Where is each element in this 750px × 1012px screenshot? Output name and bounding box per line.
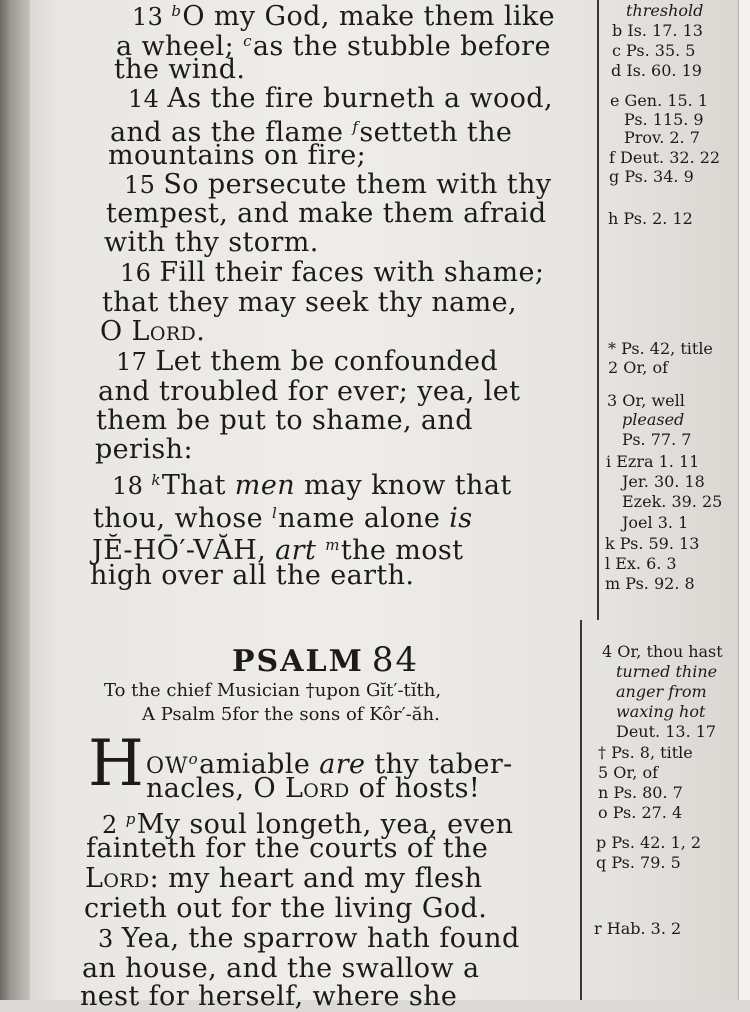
verse-line: tempest, and make them afraid	[106, 198, 547, 229]
verse-line: 18 $^k$That men may know that	[112, 470, 512, 501]
verse-line: O Lord.	[100, 316, 206, 347]
margin-ref: h Ps. 2. 12	[608, 209, 693, 228]
verse-line: nest for herself, where she	[80, 981, 458, 1012]
margin-ref: g Ps. 34. 9	[609, 167, 694, 186]
margin-ref: e Gen. 15. 1	[610, 91, 708, 110]
verse-line: 16 Fill their faces with shame;	[120, 257, 545, 288]
margin-ref: q Ps. 79. 5	[596, 853, 681, 872]
margin-ref: o Ps. 27. 4	[598, 803, 683, 822]
verse-line: and troubled for ever; yea, let	[98, 376, 521, 407]
verse-line: with thy storm.	[104, 227, 319, 258]
verse-line: them be put to shame, and	[96, 405, 473, 436]
verse-line: that they may seek thy name,	[102, 287, 518, 318]
margin-ref: 2 Or, of	[608, 358, 668, 377]
verse-line: an house, and the swallow a	[82, 953, 480, 984]
margin-ref: f Deut. 32. 22	[609, 148, 721, 167]
margin-ref: k Ps. 59. 13	[605, 534, 700, 553]
drop-cap: H	[88, 727, 144, 801]
margin-ref: 3 Or, well	[607, 391, 685, 410]
margin-ref: n Ps. 80. 7	[598, 783, 683, 802]
verse-line: perish:	[95, 434, 193, 465]
margin-ref: Joel 3. 1	[622, 513, 689, 532]
margin-ref: i Ezra 1. 11	[606, 452, 700, 471]
verse-line: 15 So persecute them with thy	[124, 169, 552, 200]
verse-line: a wheel; $^c$as the stubble before	[116, 31, 551, 62]
verse-line: 3 Yea, the sparrow hath found	[98, 923, 520, 954]
margin-ref: turned thine	[616, 662, 718, 681]
margin-ref: Ezek. 39. 25	[622, 492, 723, 511]
verse-line: thou, whose $^l$name alone is	[93, 503, 473, 534]
verse-line: 2 $^p$My soul longeth, yea, even	[102, 809, 514, 840]
margin-ref: † Ps. 8, title	[598, 743, 693, 762]
column-divider-bottom	[580, 620, 582, 1000]
verse-line: crieth out for the living God.	[84, 893, 488, 924]
verse-line: the wind.	[114, 54, 246, 85]
margin-ref: m Ps. 92. 8	[605, 574, 695, 593]
verse-line: 17 Let them be confounded	[116, 346, 499, 377]
margin-ref: l Ex. 6. 3	[605, 554, 677, 573]
verse-line: and as the flame $^f$setteth the	[110, 117, 513, 148]
margin-ref: b Is. 17. 13	[612, 21, 703, 40]
margin-ref: p Ps. 42. 1, 2	[596, 833, 702, 852]
margin-ref: Ps. 77. 7	[622, 430, 692, 449]
margin-ref: Jer. 30. 18	[622, 472, 705, 491]
margin-ref: Prov. 2. 7	[624, 128, 700, 147]
verse-line: fainteth for the courts of the	[86, 833, 489, 864]
verse-line: $OW^oamiable$ are thy taber-	[146, 749, 513, 780]
margin-ref: threshold	[626, 1, 704, 20]
psalm-title: PSALM 84	[232, 640, 420, 680]
margin-ref: d Is. 60. 19	[611, 61, 702, 80]
margin-ref: 4 Or, thou hast	[602, 642, 723, 661]
psalm-superscription: A Psalm 5for the sons of Kôr′-ăh.	[142, 704, 440, 725]
verse-line: JĔ-HŌ′-VĂH, art $^m$the most	[92, 535, 464, 566]
margin-ref: pleased	[622, 410, 685, 429]
column-divider-top	[597, 0, 599, 620]
margin-ref: Ps. 115. 9	[624, 110, 704, 129]
page-binding	[0, 0, 30, 1000]
verse-line: 13 $^b$O my God, make them like	[132, 1, 556, 32]
verse-line: nacles, O Lord of hosts!	[146, 773, 481, 804]
page-edge	[738, 0, 750, 1000]
margin-ref: waxing hot	[616, 702, 706, 721]
verse-line: mountains on fire;	[108, 140, 367, 171]
verse-line: high over all the earth.	[90, 560, 415, 591]
margin-ref: r Hab. 3. 2	[594, 919, 682, 938]
margin-ref: anger from	[616, 682, 707, 701]
verse-line: Lord: my heart and my flesh	[85, 863, 483, 894]
margin-ref: * Ps. 42, title	[608, 339, 713, 358]
verse-line: 14 As the fire burneth a wood,	[128, 83, 553, 114]
margin-ref: 5 Or, of	[598, 763, 658, 782]
psalm-superscription: To the chief Musician †upon Gĭt′-tĭth,	[104, 680, 442, 701]
margin-ref: Deut. 13. 17	[616, 722, 717, 741]
margin-ref: c Ps. 35. 5	[612, 41, 696, 60]
